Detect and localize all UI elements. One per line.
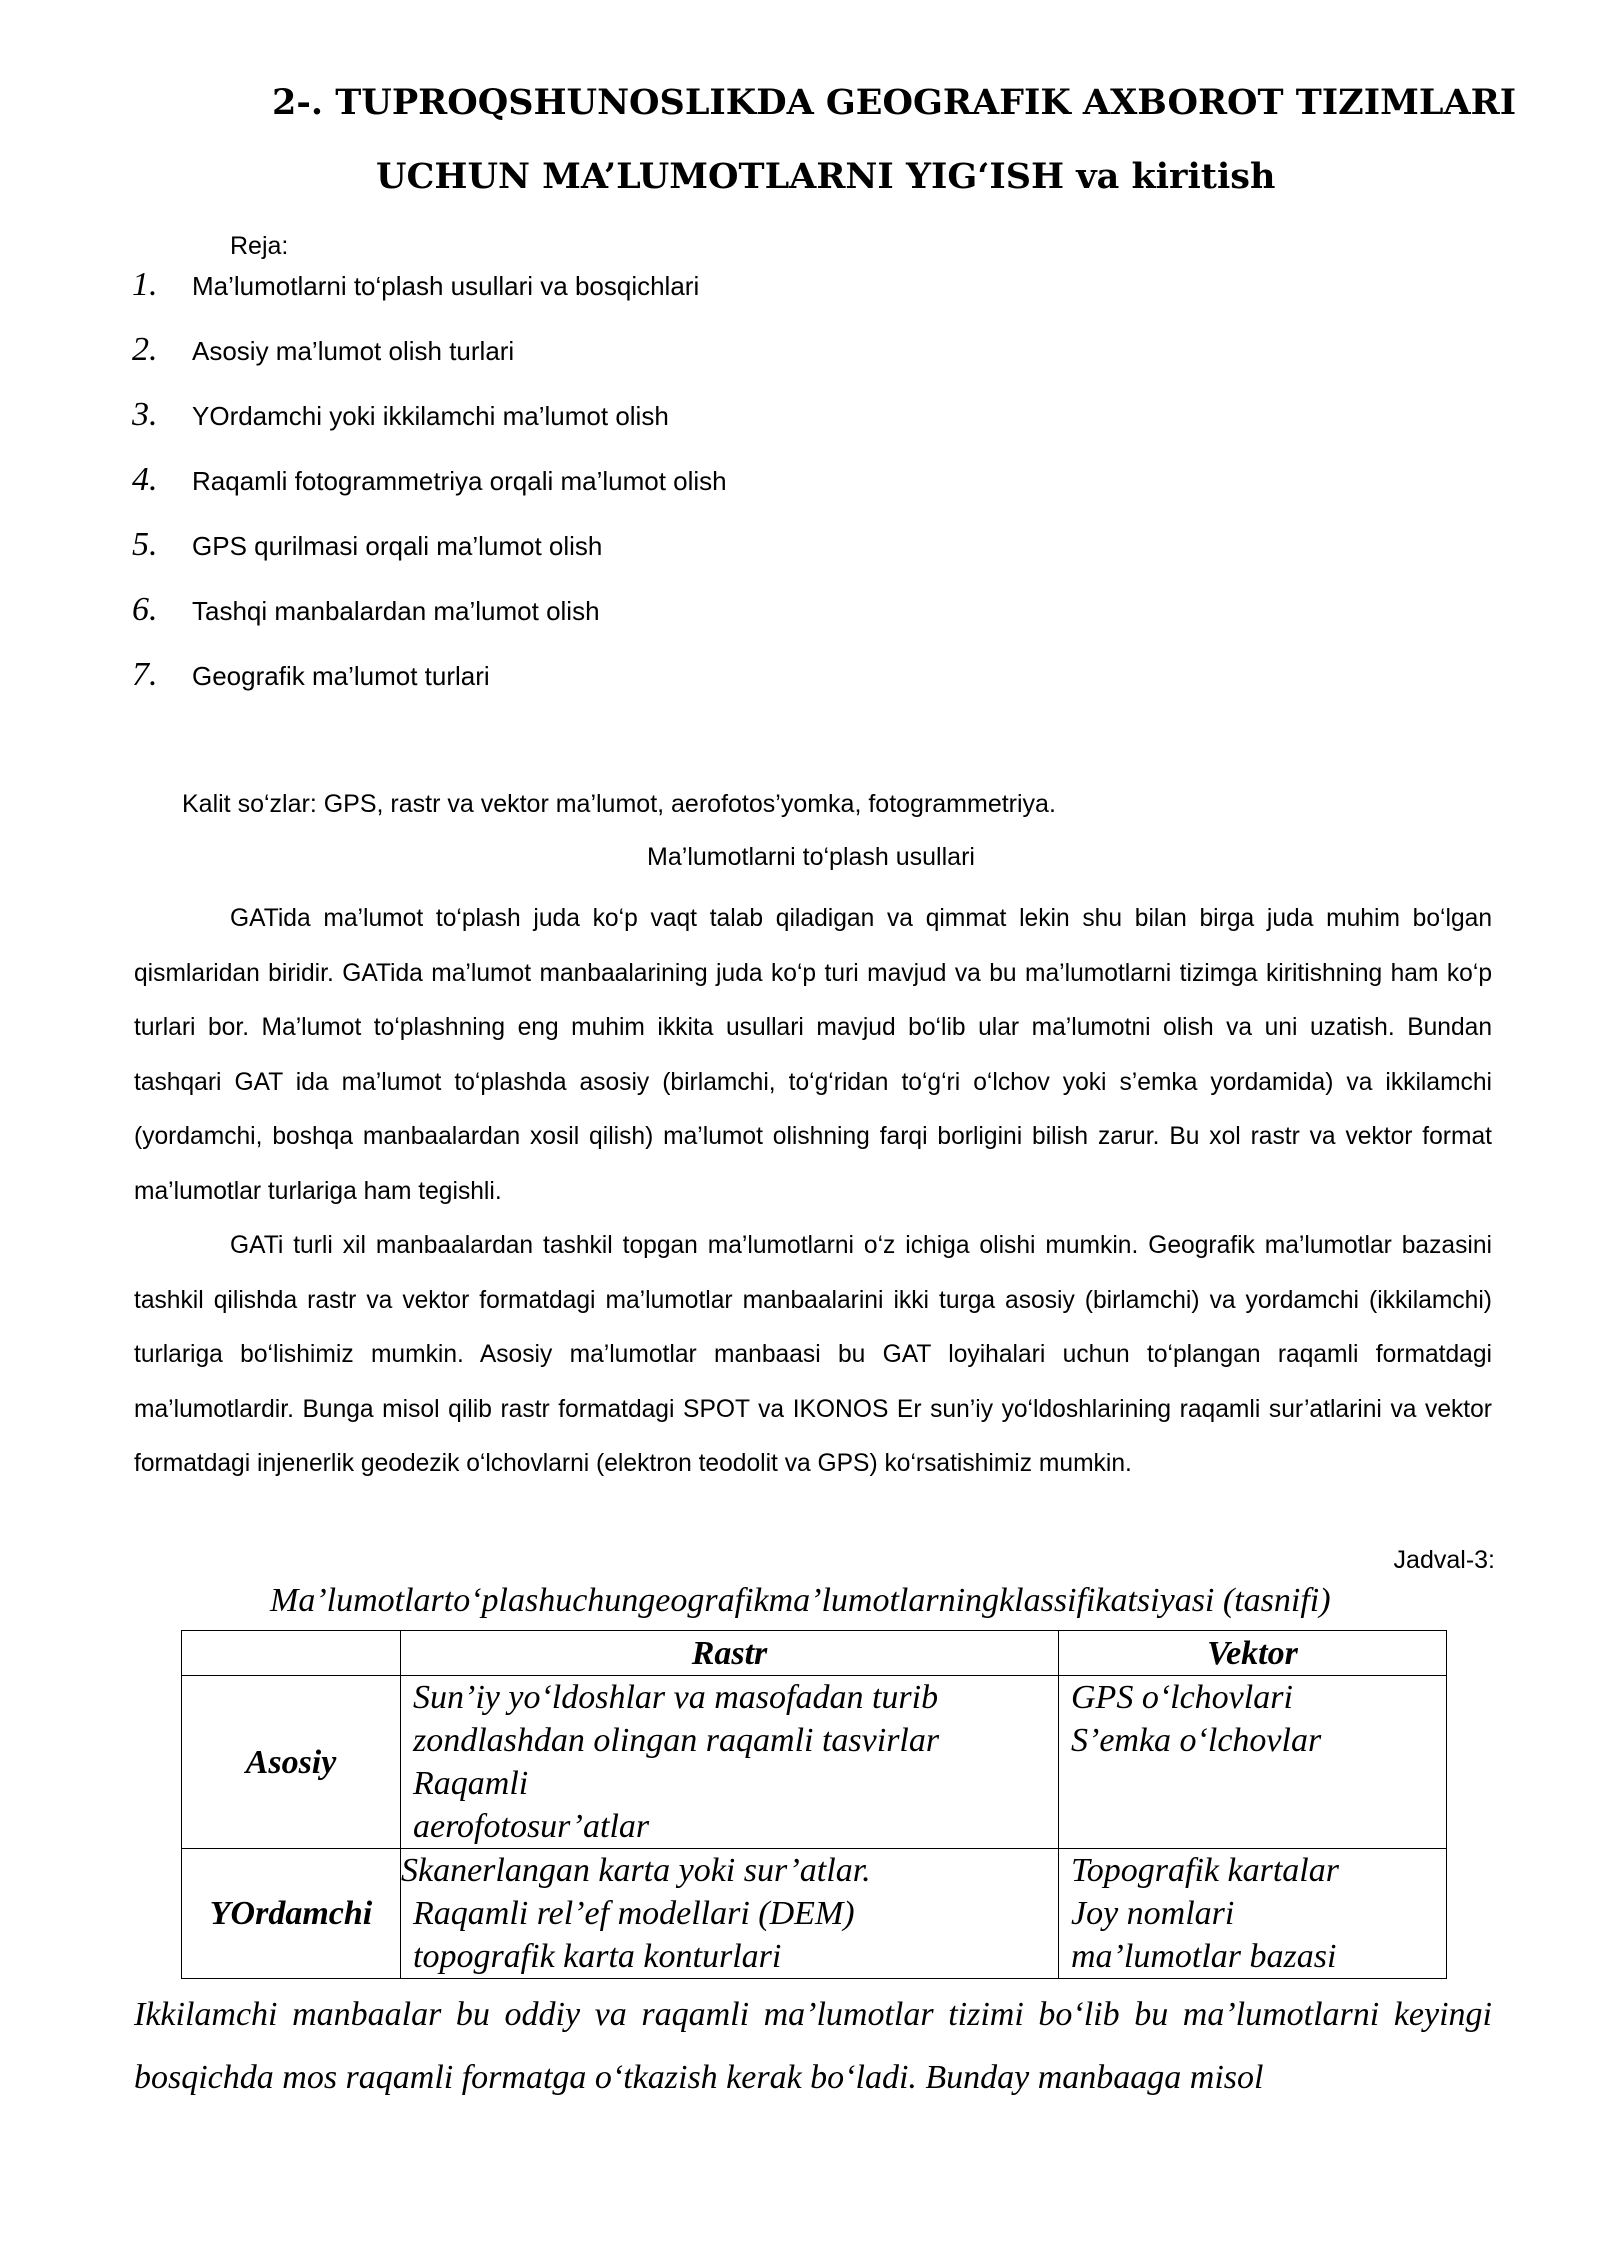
cell-line: zondlashdan olingan raqamli tasvirlar — [413, 1722, 940, 1759]
cell-line: Topografik kartalar — [1071, 1852, 1339, 1889]
classification-table — [181, 1630, 1447, 1979]
plan-item-number: 1. — [132, 266, 158, 303]
row-label-asosiy: Asosiy — [182, 1676, 401, 1849]
cell-line: topografik karta konturlari — [413, 1938, 782, 1975]
cell-line: Raqamli — [413, 1765, 529, 1802]
plan-item-number: 2. — [132, 331, 158, 368]
table-header-rastr: Rastr — [401, 1631, 1059, 1676]
cell-line: Joy nomlari — [1071, 1895, 1235, 1932]
plan-list — [132, 266, 1432, 721]
cell-line: Skanerlangan karta yoki sur’atlar. — [401, 1852, 871, 1889]
plan-item-text: Ma’lumotlarni to‘plash usullari va bosqichlari — [192, 271, 700, 301]
section-heading: Ma’lumotlarni to‘plash usullari — [647, 843, 975, 871]
document-title-line-2: UCHUN MA’LUMOTLARNI YIG‘ISH va kiritish — [376, 156, 1276, 197]
cell-line: aerofotosur’atlar — [413, 1808, 650, 1845]
cell-line: Sun’iy yo‘ldoshlar va masofadan turib — [413, 1679, 939, 1716]
plan-item-number: 5. — [132, 526, 158, 563]
cell-yordamchi-vektor — [1059, 1849, 1447, 1979]
plan-item-text: Geografik ma’lumot turlari — [192, 661, 490, 691]
plan-item-text: YOrdamchi yoki ikkilamchi ma’lumot olish — [192, 401, 669, 431]
plan-item — [132, 266, 1432, 331]
plan-item — [132, 331, 1432, 396]
plan-item-text: Tashqi manbalardan ma’lumot olish — [192, 596, 600, 626]
table-caption: Ma’lumotlarto‘plashuchungeografikma’lumotlarningklassifikatsiyasi (tasnifi) — [270, 1582, 1331, 1619]
plan-item — [132, 461, 1432, 526]
table-header-row — [182, 1631, 1447, 1676]
cell-asosiy-rastr — [401, 1676, 1059, 1849]
cell-line: Raqamli rel’ef modellari (DEM) — [413, 1895, 855, 1932]
document-title-line-1: 2-. TUPROQSHUNOSLIKDA GEOGRAFIK AXBOROT TIZIMLARI — [272, 82, 1517, 123]
cell-yordamchi-rastr — [401, 1849, 1059, 1979]
plan-item-text: Asosiy ma’lumot olish turlari — [192, 336, 515, 366]
table-header-vektor: Vektor — [1059, 1631, 1447, 1676]
plan-item — [132, 526, 1432, 591]
table-row — [182, 1676, 1447, 1849]
plan-item-number: 6. — [132, 591, 158, 628]
plan-item-number: 7. — [132, 656, 158, 693]
cell-line: GPS o‘lchovlari — [1071, 1679, 1293, 1716]
plan-item-text: Raqamli fotogrammetriya orqali ma’lumot olish — [192, 466, 727, 496]
row-label-yordamchi: YOrdamchi — [182, 1849, 401, 1979]
keywords-line: Kalit so‘zlar: GPS, rastr va vektor ma’lumot, aerofotos’yomka, fotogrammetriya. — [182, 790, 1056, 818]
plan-item — [132, 591, 1432, 656]
plan-label: Reja: — [230, 232, 289, 260]
closing-paragraph: Ikkilamchi manbaalar bu oddiy va raqamli ma’lumotlar tizimi bo‘lib bu ma’lumotlarni keyingi bosqichda mos raqamli formatga o‘tkazish kerak bo‘ladi. Bunday manbaaga misol — [134, 1996, 1492, 2096]
plan-item-number: 3. — [132, 396, 158, 433]
cell-line: S’emka o‘lchovlar — [1071, 1722, 1322, 1759]
cell-line: ma’lumotlar bazasi — [1071, 1938, 1337, 1975]
body-paragraph: GATi turli xil manbaalardan tashkil topgan ma’lumotlarni o‘z ichiga olishi mumkin. Geografik ma’lumotlar bazasini tashkil qilishda rastr va vektor formatdagi ma’lumotlar manbaalarini ikki turga asosiy (birlamchi) va yordamchi (ikkilamchi) turlariga bo‘lishimiz mumkin. Asosiy ma’lumotlar manbaasi bu GAT loyihalari uchun to‘plangan raqamli formatdagi ma’lumotlardir. Bunga misol qilib rastr formatdagi SPOT va IKONOS Er sun’iy yo‘ldoshlarining raqamli sur’atlarini va vektor formatdagi injenerlik geodezik o‘lchovlarni (elektron teodolit va GPS) ko‘rsatishimiz mumkin. — [134, 1232, 1492, 1477]
table-corner-cell — [182, 1631, 401, 1676]
plan-item — [132, 396, 1432, 461]
plan-item-text: GPS qurilmasi orqali ma’lumot olish — [192, 531, 603, 561]
body-paragraph: GATida ma’lumot to‘plash juda ko‘p vaqt talab qiladigan va qimmat lekin shu bilan birga juda muhim bo‘lgan qismlaridan biridir. GATida ma’lumot manbaalarining juda ko‘p turi mavjud va bu ma’lumotlarni tizimga kiritishning ham ko‘p turlari bor. Ma’lumot to‘plashning eng muhim ikkita usullari mavjud bo‘lib ular ma’lumotni olish va uni uzatish. Bundan tashqari GAT ida ma’lumot to‘plashda asosiy (birlamchi, to‘g‘ridan to‘g‘ri o‘lchov yoki s’emka yordamida) va ikkilamchi (yordamchi, boshqa manbaalardan xosil qilish) ma’lumot olishning farqi borligini bilish zarur. Bu xol rastr va vektor format ma’lumotlar turlariga ham tegishli. — [134, 905, 1492, 1205]
table-number: Jadval-3: — [1393, 1546, 1495, 1574]
cell-asosiy-vektor — [1059, 1676, 1447, 1849]
plan-item — [132, 656, 1432, 721]
table-row — [182, 1849, 1447, 1979]
plan-item-number: 4. — [132, 461, 158, 498]
